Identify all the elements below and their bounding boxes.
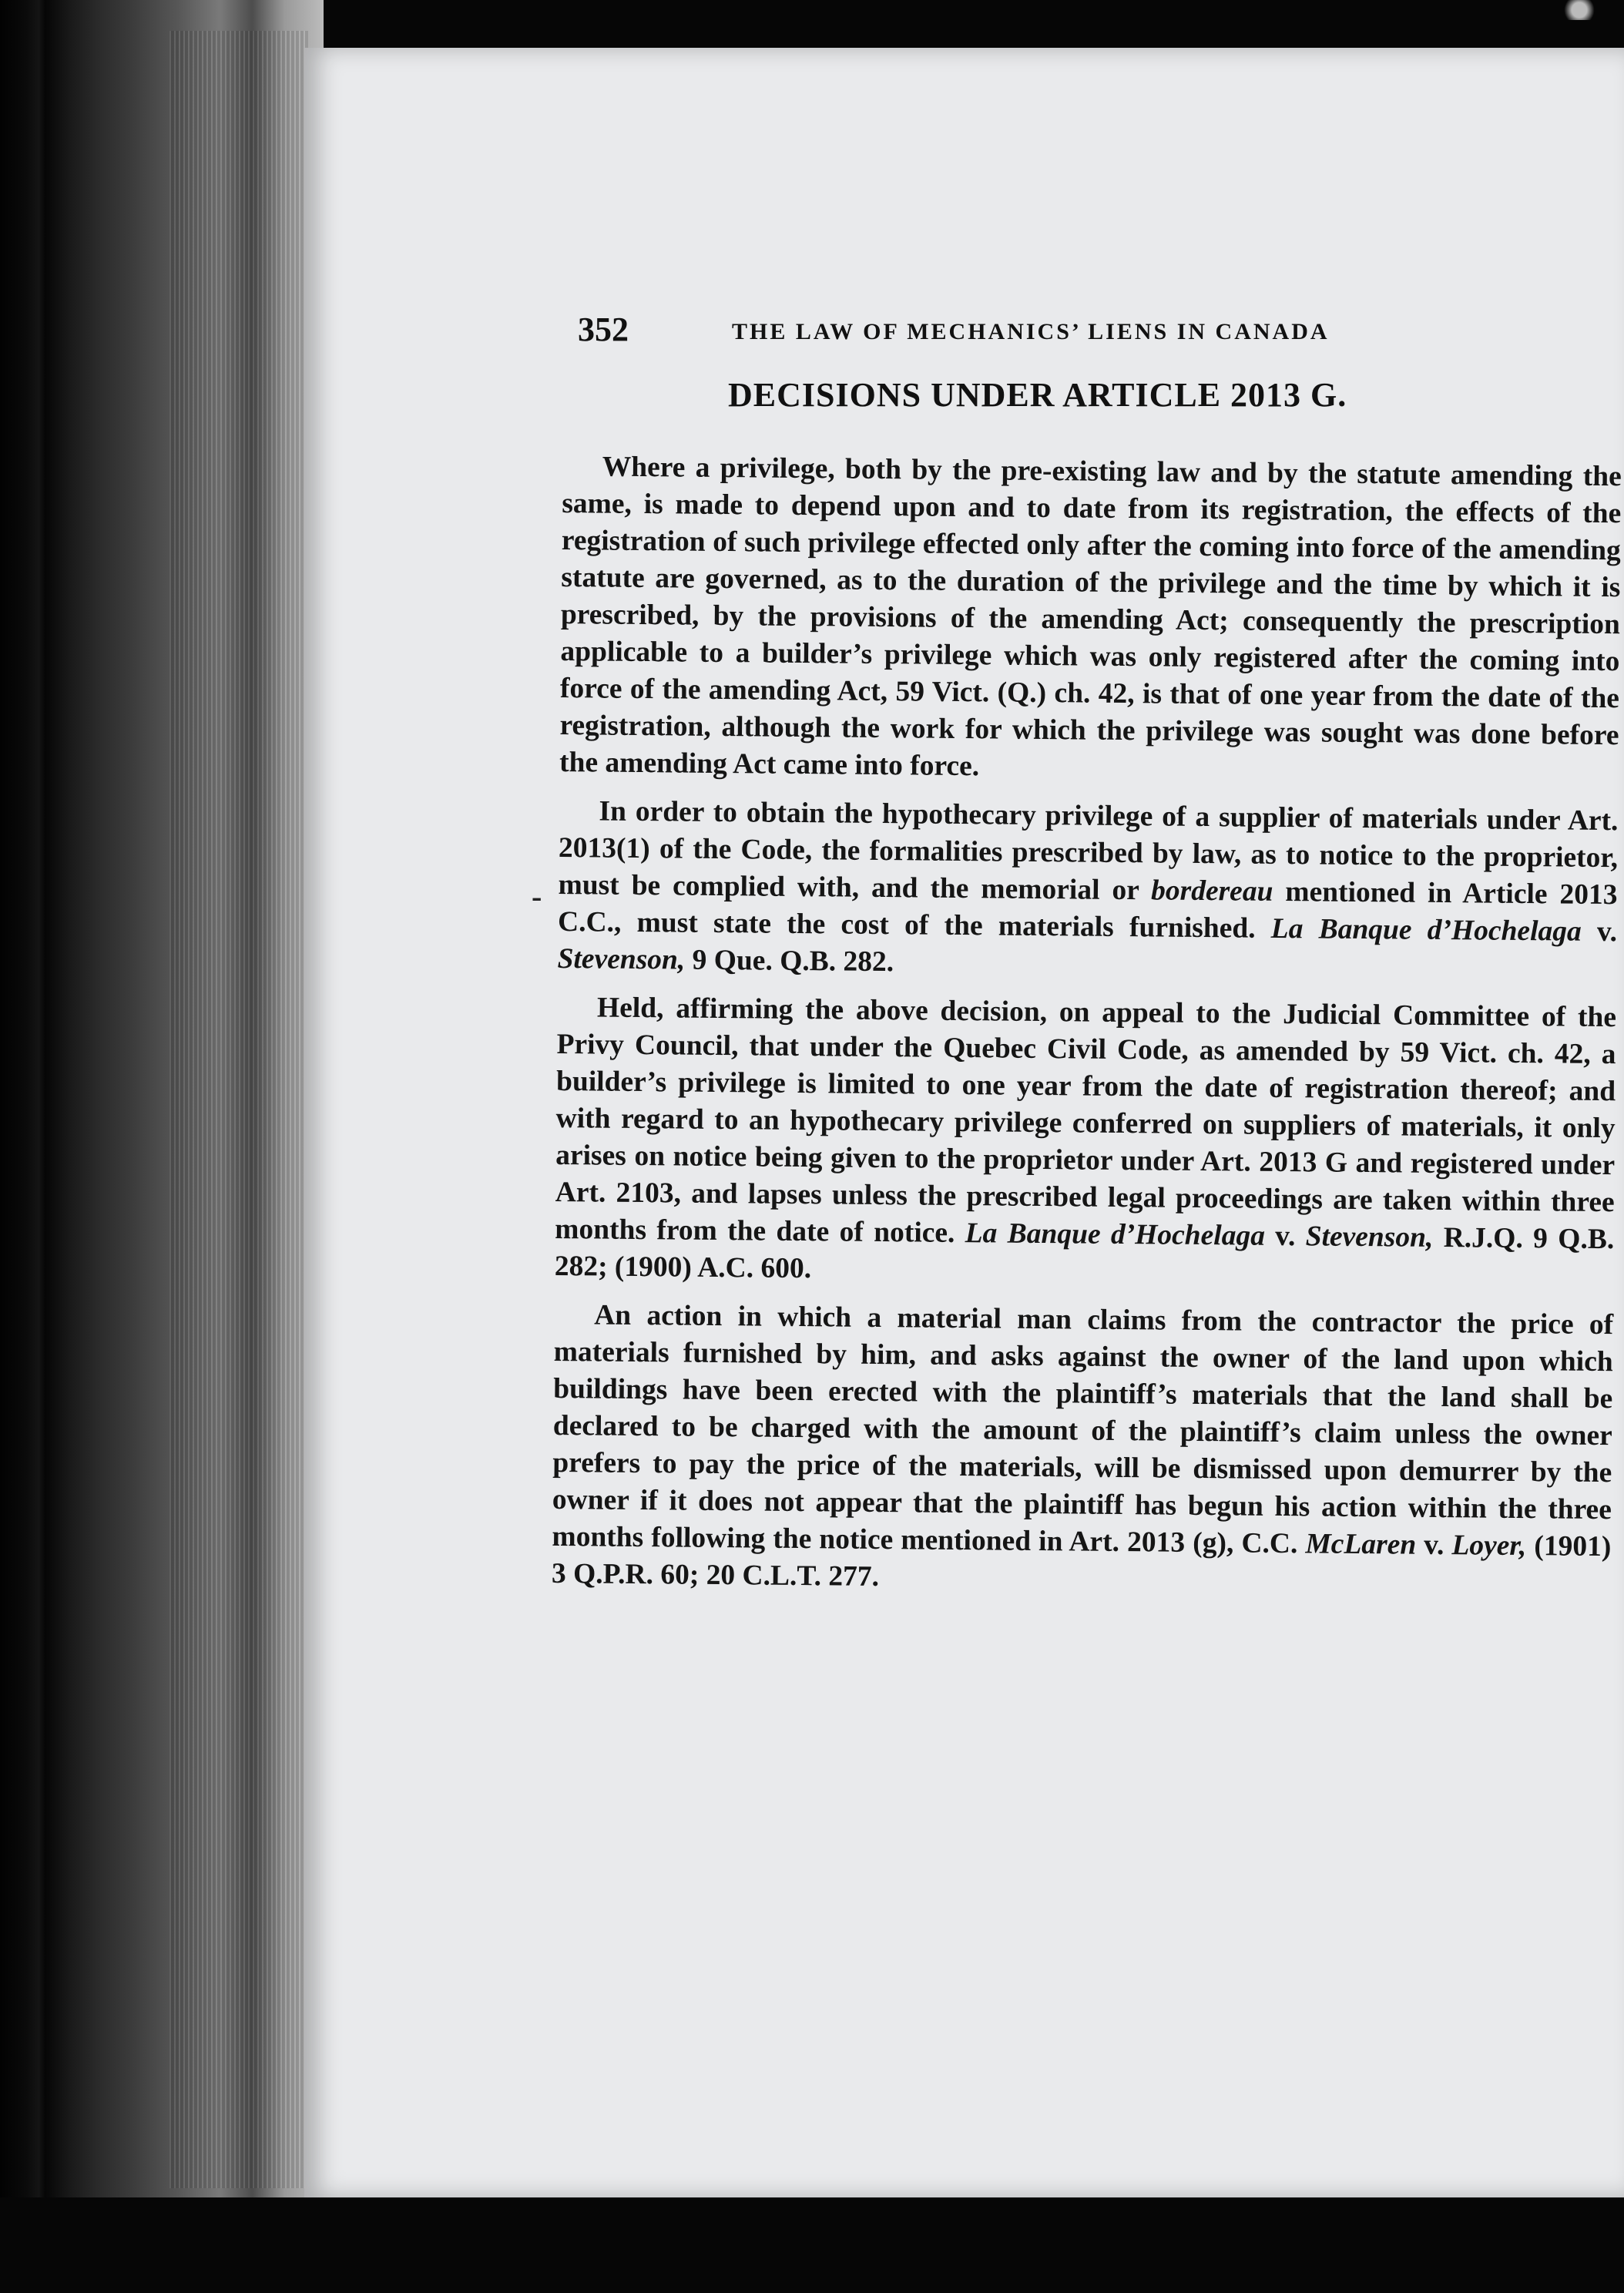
italic-text-run: bordereau (1150, 875, 1273, 908)
italic-text-run: Stevenson, (557, 942, 686, 976)
text-run: In order to obtain the hypothecary privilege of a supplier of materials under Art. 2013(1) of the Code, the formalities prescribed by law, as to notice to the proprietor, must be complied with, and the memorial or (558, 795, 1619, 907)
running-head (578, 310, 1624, 371)
book-spine (0, 0, 324, 2293)
paragraph (557, 793, 1618, 988)
book-page (304, 48, 1624, 2197)
paragraph (552, 1297, 1614, 1603)
text-run: Where a privilege, both by the pre-existing law and by the statute amending the same, is made to depend upon and to date from its registration, the effects of the registration of such privilege effected only after the coming into force of the amending statute are governed, as to the duration of the privilege and the time by which it is prescribed, by the provisions of the amending Act; consequently the prescription applicable to a builder’s privilege which was only registered after the coming into force of the amending Act, 59 Vict. (Q.) ch. 42, is that of one year from the date of the registration, although the work for which the privilege was sought was done before the amending Act came into force. (559, 451, 1622, 783)
paragraph (559, 448, 1622, 791)
text-run: R.J.Q. 9 Q.B. 282; (1900) A.C. 600. (554, 1221, 1615, 1285)
text-run: v. (1264, 1220, 1306, 1253)
spine-page-edges (169, 31, 308, 2188)
scan-corner-mark (1556, 0, 1602, 20)
text-run: v. (1581, 915, 1618, 948)
body-text (552, 448, 1622, 1614)
section-title: DECISIONS UNDER ARTICLE 2013 G. (728, 376, 1347, 414)
page-content (304, 48, 1624, 2197)
running-head-title: THE LAW OF MECHANICS’ LIENS IN CANADA (732, 319, 1330, 344)
page-number: 352 (578, 311, 629, 348)
italic-text-run: La Banque d’Hochelaga (1270, 912, 1582, 948)
margin-pencil-mark: - (532, 879, 542, 914)
text-run: An action in which a material man claims from the contractor the price of materials furnished by him, and asks against the owner of the land upon which buildings have been erected with the plaintiff’s materials that the land shall be declared to be charged with the amount of the plaintiff’s claim unless the owner prefers to pay the price of the materials, will be dismissed upon demurrer by the owner if it does not appear that the plaintiff has begun his action within the three months following the notice mentioned in Art. 2013 (g), C.C. (552, 1299, 1614, 1560)
text-run: 9 Que. Q.B. 282. (685, 944, 894, 979)
scan-bottom-border (0, 2197, 1624, 2293)
text-run: Held, affirming the above decision, on appeal to the Judicial Committee of the Privy Council, that under the Quebec Civil Code, as amended by 59 Vict. ch. 42, a builder’s privilege is limited to one year from the date of registration thereof; and with regard to an hypothecary privilege conferred on suppliers of materials, it only arises on notice being given to the proprietor under Art. 2013 G and registered under Art. 2103, and lapses unless the prescribed legal proceedings are taken within three months from the date of notice. (555, 992, 1617, 1250)
italic-text-run: La Banque d’Hochelaga (965, 1217, 1266, 1252)
italic-text-run: Loyer, (1451, 1529, 1527, 1563)
italic-text-run: Stevenson, (1305, 1220, 1434, 1254)
paragraph (555, 989, 1617, 1295)
italic-text-run: McLaren (1305, 1528, 1417, 1561)
text-run: (1901) 3 Q.P.R. 60; 20 C.L.T. 277. (551, 1530, 1612, 1593)
text-run: v. (1415, 1529, 1452, 1562)
text-run: mentioned in Article 2013 C.C., must state the cost of the materials furnished. (557, 875, 1618, 945)
